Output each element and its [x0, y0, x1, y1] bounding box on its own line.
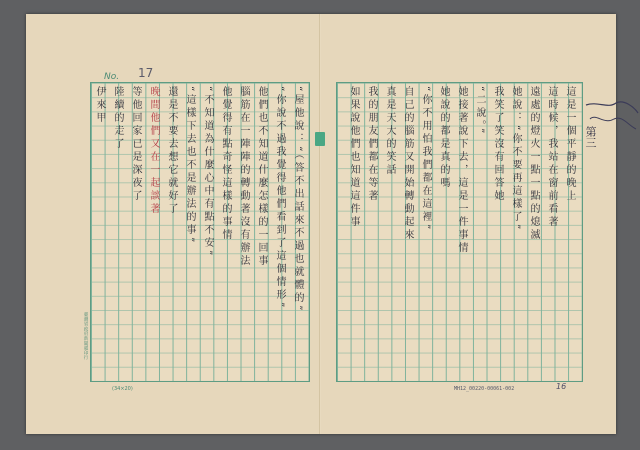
- archive-code-stamp: MH12_00220-00061-002: [454, 386, 515, 392]
- left-column-11: 陸續的走了: [112, 86, 123, 151]
- page-number-value: 17: [138, 66, 154, 80]
- right-column-12: 我的朋友們都在等著: [366, 86, 377, 203]
- right-column-6: “二說。”: [474, 86, 485, 137]
- page-number-label: No.: [104, 72, 120, 82]
- center-fold: [319, 14, 321, 434]
- left-column-9: 晚間他們又在一起談著: [148, 86, 159, 216]
- right-column-4: 她說：“你不要再這樣了”: [510, 86, 521, 233]
- right-column-7: 她接著說下去，這是一件事情: [456, 86, 467, 255]
- right-column-13: 如果說他們也知道這件事: [348, 86, 359, 229]
- sheet-number-mark: 16: [556, 382, 567, 391]
- right-column-9: “你不用怕我們都在這裡”: [420, 86, 431, 233]
- left-column-4: 腦筋在一陣陣的轉動著沒有辦法: [238, 86, 249, 268]
- manuscript-sheet: [26, 14, 616, 434]
- left-column-5: 他覺得有點奇怪這樣的事情: [220, 86, 231, 242]
- right-column-1: 這是一個平靜的晚上: [564, 86, 575, 203]
- left-column-6: “不知道為什麼心中有點不安”: [202, 86, 213, 259]
- grid-size-stamp: (34×20): [112, 386, 133, 392]
- right-column-11: 真是天大的笑話: [384, 86, 395, 177]
- printer-side-label: 臺灣省政府新聞處印行: [83, 312, 88, 360]
- right-column-5: 我笑了笑沒有回答她: [492, 86, 503, 203]
- left-column-2: “你說不過我覺得他們看到了這個情形”: [274, 86, 285, 311]
- left-column-8: 還是不要去想它就好了: [166, 86, 177, 216]
- left-column-1: “屋他說：“（答不出話來不過也就體的”: [292, 86, 303, 314]
- right-column-3: 遠處的燈火一點一點的熄滅: [528, 86, 539, 242]
- right-column-10: 自己的腦筋又開始轉動起來: [402, 86, 413, 242]
- right-column-8: 她說的都是真的嗎: [438, 86, 449, 190]
- left-column-12: 伊來甲: [94, 86, 105, 125]
- center-tab-marker: [315, 132, 325, 146]
- left-column-7: “這樣下去也不是辦法的事”: [184, 86, 195, 246]
- left-column-10: 等他回家已是深夜了: [130, 86, 141, 203]
- margin-annotation: 第三: [584, 126, 597, 148]
- margin-scribble-mark: [584, 99, 640, 139]
- right-column-2: 這時候，我站在窗前看著: [546, 86, 557, 229]
- left-column-3: 他們也不知道什麼怎樣的一回事: [256, 86, 267, 268]
